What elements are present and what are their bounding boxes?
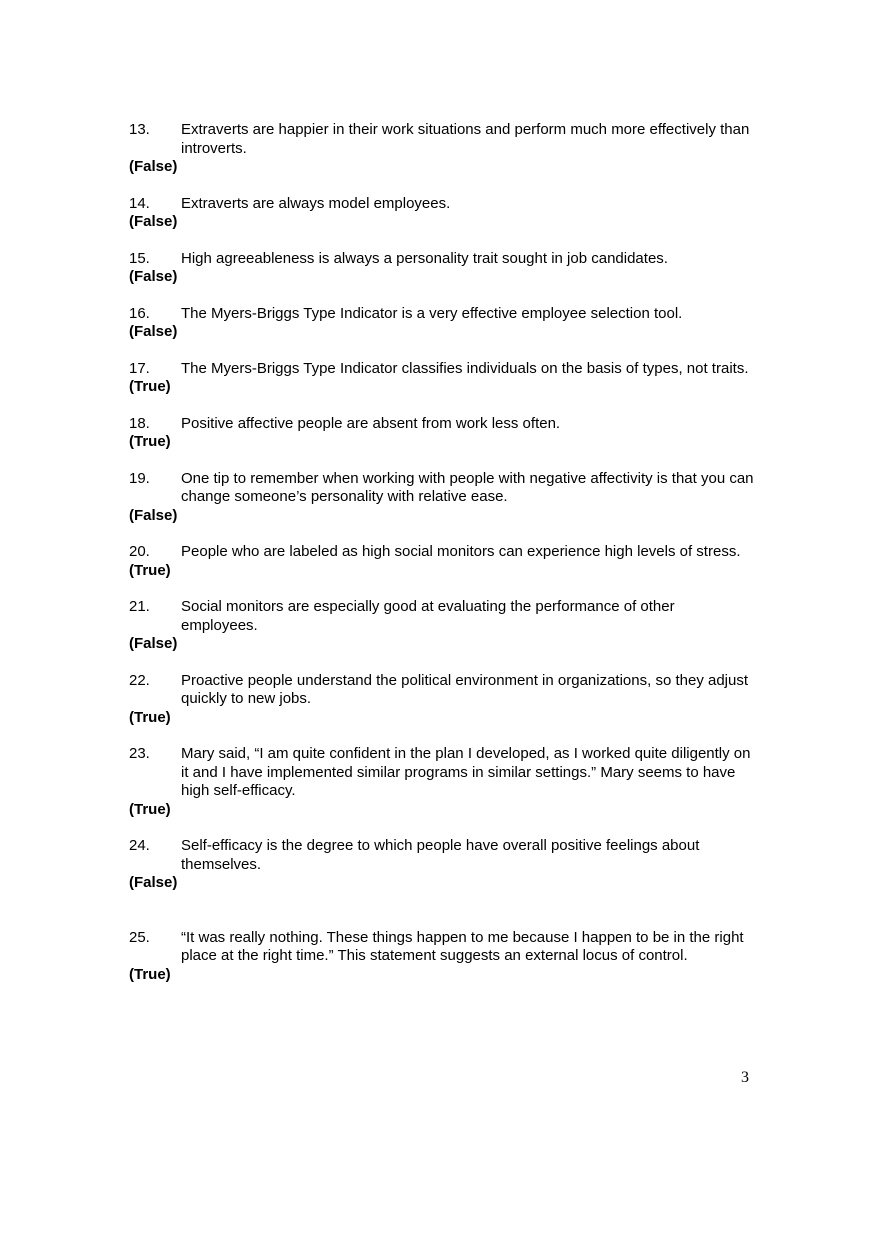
question-text: People who are labeled as high social monitors can experience high levels of stress.	[181, 543, 741, 560]
question-answer: (True)	[129, 708, 171, 726]
question-line	[129, 250, 754, 269]
question-answer: (False)	[129, 158, 178, 175]
question-text: One tip to remember when working with people with negative affectivity is that you can change someone’s personality with relative ease.	[181, 469, 754, 505]
question-text: Extraverts are happier in their work situations and perform much more effectively than introverts.	[181, 121, 750, 157]
question-number: 16.	[129, 304, 150, 322]
question-line	[129, 672, 754, 709]
question-answer: (True)	[129, 433, 171, 450]
question-number: 25.	[129, 928, 150, 946]
question-text: Positive affective people are absent from work less often.	[181, 414, 561, 432]
question-list	[129, 121, 754, 984]
spacer	[129, 177, 754, 195]
question-number: 21.	[129, 598, 150, 615]
question-19	[129, 470, 754, 526]
question-text: “It was really nothing. These things happen to me because I happen to be in the right place at the right time.” This statement suggests an external locus of control.	[181, 928, 744, 964]
question-25	[129, 929, 754, 985]
question-line	[129, 598, 754, 635]
question-answer: (True)	[129, 378, 171, 395]
question-line	[129, 929, 754, 966]
question-text: Social monitors are especially good at evaluating the performance of other employees.	[181, 598, 675, 634]
question-text: The Myers-Briggs Type Indicator is a very effective employee selection tool.	[181, 304, 683, 322]
question-number: 18.	[129, 414, 150, 432]
question-number: 19.	[129, 469, 150, 487]
spacer	[129, 452, 754, 470]
question-number: 23.	[129, 745, 150, 762]
question-22	[129, 672, 754, 728]
question-text: High agreeableness is always a personality trait sought in job candidates.	[181, 249, 668, 267]
spacer	[129, 232, 754, 250]
question-number: 22.	[129, 671, 150, 689]
spacer	[129, 727, 754, 745]
question-17	[129, 360, 754, 397]
question-line	[129, 470, 754, 507]
question-text: Mary said, “I am quite confident in the plan I developed, as I worked quite diligently on it and I have implemented similar programs in similar settings.” Mary seems to have high self-efficacy.	[181, 745, 751, 799]
question-answer: (False)	[129, 213, 178, 230]
question-15	[129, 250, 754, 287]
question-16	[129, 305, 754, 342]
question-answer: (False)	[129, 506, 178, 524]
question-line	[129, 121, 754, 158]
question-line	[129, 195, 754, 214]
question-21	[129, 598, 754, 654]
spacer	[129, 654, 754, 672]
question-answer: (True)	[129, 800, 171, 818]
question-13	[129, 121, 754, 177]
question-23	[129, 745, 754, 819]
question-18	[129, 415, 754, 452]
question-24	[129, 837, 754, 893]
question-number: 15.	[129, 249, 150, 267]
question-line	[129, 837, 754, 874]
spacer	[129, 397, 754, 415]
spacer	[129, 342, 754, 360]
question-line	[129, 305, 754, 324]
question-answer: (False)	[129, 268, 178, 285]
question-number: 14.	[129, 194, 150, 212]
question-text: Proactive people understand the political environment in organizations, so they adjust quickly to new jobs.	[181, 671, 749, 707]
question-line	[129, 415, 754, 434]
question-answer: (True)	[129, 561, 171, 579]
question-number: 20.	[129, 543, 150, 560]
question-answer: (False)	[129, 635, 178, 652]
question-text: Self-efficacy is the degree to which people have overall positive feelings about themselves.	[181, 837, 700, 873]
question-number: 24.	[129, 837, 150, 854]
spacer	[129, 893, 754, 929]
spacer	[129, 580, 754, 598]
question-text: The Myers-Briggs Type Indicator classifies individuals on the basis of types, not traits.	[181, 359, 749, 377]
question-answer: (False)	[129, 323, 178, 340]
question-line	[129, 745, 754, 801]
question-text: Extraverts are always model employees.	[181, 194, 451, 212]
question-20	[129, 543, 754, 580]
question-14	[129, 195, 754, 232]
question-number: 13.	[129, 121, 150, 138]
question-line	[129, 543, 754, 562]
spacer	[129, 287, 754, 305]
page-number: 3	[741, 1069, 749, 1086]
spacer	[129, 819, 754, 837]
question-answer: (False)	[129, 874, 178, 891]
spacer	[129, 525, 754, 543]
question-line	[129, 360, 754, 379]
question-number: 17.	[129, 359, 150, 377]
question-answer: (True)	[129, 965, 171, 983]
